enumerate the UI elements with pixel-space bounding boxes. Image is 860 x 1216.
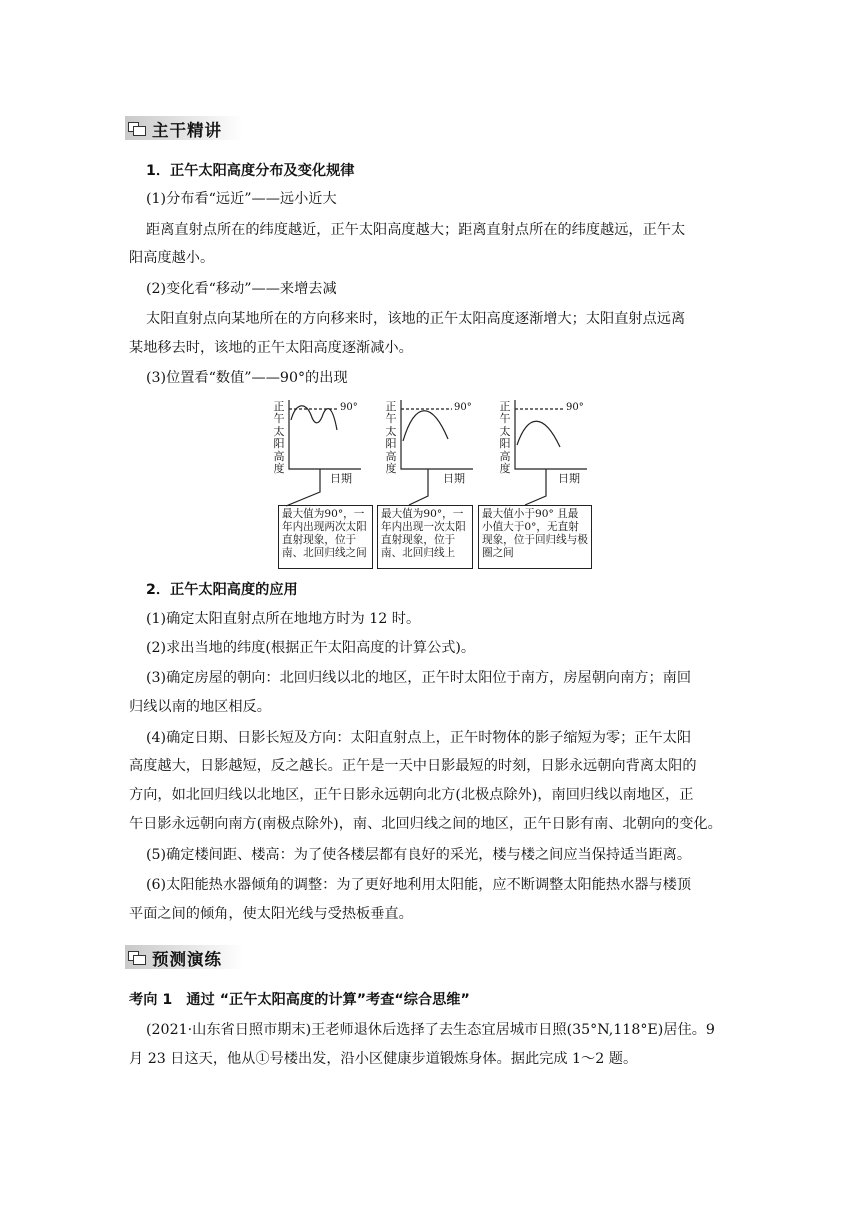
application-3-line: (3)确定房屋的朝向：北回归线以北的地区，正午时太阳位于南方，房屋朝向南方；南回 bbox=[146, 670, 692, 686]
panel-3-x-label: 日期 bbox=[558, 472, 580, 485]
panel-2-ref-label: 90° bbox=[454, 402, 472, 413]
panel-3-caption: 最大值小于90° 且最小值大于0°，无直射现象，位于回归线与极圈之间 bbox=[478, 505, 592, 569]
section-icon bbox=[128, 122, 146, 136]
para-1-title: (1)分布看“远近”——远小近大 bbox=[146, 191, 337, 207]
para-1-line: 阳高度越小。 bbox=[129, 250, 215, 266]
panel-3-ref-label: 90° bbox=[566, 402, 584, 413]
section-header-main bbox=[125, 116, 222, 142]
para-3-title: (3)位置看“数值”——90°的出现 bbox=[146, 370, 348, 386]
panel-2-caption: 最大值为90°，一年内出现一次太阳直射现象，位于南、北回归线上 bbox=[377, 505, 473, 569]
application-4-line: 午日影永远朝向南方(南极点除外)，南、北回归线之间的地区，正午日影有南、北朝向的变化。 bbox=[129, 816, 722, 832]
panel-1-pointer bbox=[286, 469, 320, 506]
application-6-line: (6)太阳能热水器倾角的调整：为了更好地利用太阳能，应不断调整太阳能热水器与楼顶 bbox=[146, 877, 692, 893]
section-icon bbox=[128, 951, 146, 965]
heading-2: 2．正午太阳高度的应用 bbox=[146, 582, 298, 598]
application-4-line: (4)确定日期、日影长短及方向：太阳直射点上，正午时物体的影子缩短为零；正午太阳 bbox=[146, 730, 692, 746]
sun-altitude-figure bbox=[268, 397, 602, 572]
panel-1-x-label: 日期 bbox=[330, 472, 352, 485]
application-2: (2)求出当地的纬度(根据正午太阳高度的计算公式)。 bbox=[146, 640, 476, 656]
section-title: 主干精讲 bbox=[152, 121, 222, 140]
panel-2-y-label: 正 午 太 阳 高 度 bbox=[385, 400, 397, 476]
application-6-line: 平面之间的倾角，使太阳光线与受热板垂直。 bbox=[129, 906, 413, 922]
para-2-line: 太阳直射点向某地所在的方向移来时，该地的正午太阳高度逐渐增大；太阳直射点远离 bbox=[146, 311, 686, 327]
question-stem-line: (2021·山东省日照市期末)王老师退休后选择了去生态宜居城市日照(35°N,118°E)居住。9 bbox=[146, 1022, 715, 1038]
panel-2-curve bbox=[403, 411, 448, 441]
section-header-practice bbox=[125, 945, 222, 971]
panel-1-y-label: 正 午 太 阳 高 度 bbox=[273, 400, 285, 476]
question-heading: 考向 1 通过 “正午太阳高度的计算”考查“综合思维” bbox=[129, 992, 470, 1008]
para-2-line: 某地移去时，该地的正午太阳高度逐渐减小。 bbox=[129, 340, 413, 356]
panel-3-pointer bbox=[525, 469, 546, 505]
application-4-line: 方向，如北回归线以北地区，正午日影永远朝向北方(北极点除外)，南回归线以南地区，正 bbox=[129, 787, 694, 803]
section-title: 预测演练 bbox=[152, 950, 222, 969]
panel-1-ref-label: 90° bbox=[340, 402, 358, 413]
heading-1: 1．正午太阳高度分布及变化规律 bbox=[146, 163, 355, 179]
panel-1-caption: 最大值为90°，一年内出现两次太阳直射现象，位于南、北回归线之间 bbox=[278, 505, 373, 569]
application-5: (5)确定楼间距、楼高：为了使各楼层都有良好的采光，楼与楼之间应当保持适当距离。 bbox=[146, 847, 692, 863]
panel-2-x-label: 日期 bbox=[443, 472, 465, 485]
application-3-line: 归线以南的地区相反。 bbox=[129, 699, 271, 715]
panel-2-pointer bbox=[409, 469, 428, 505]
panel-3-curve bbox=[517, 421, 560, 447]
question-stem-line: 月 23 日这天，他从①号楼出发，沿小区健康步道锻炼身体。据此完成 1～2 题。 bbox=[129, 1051, 638, 1067]
panel-3-y-label: 正 午 太 阳 高 度 bbox=[499, 400, 511, 476]
para-1-line: 距离直射点所在的纬度越近，正午太阳高度越大；距离直射点所在的纬度越远，正午太 bbox=[146, 222, 686, 238]
application-4-line: 高度越大，日影越短，反之越长。正午是一天中日影最短的时刻，日影永远朝向背离太阳的 bbox=[129, 758, 697, 774]
application-1: (1)确定太阳直射点所在地地方时为 12 时。 bbox=[146, 611, 421, 627]
para-2-title: (2)变化看“移动”——来增去减 bbox=[146, 281, 337, 297]
